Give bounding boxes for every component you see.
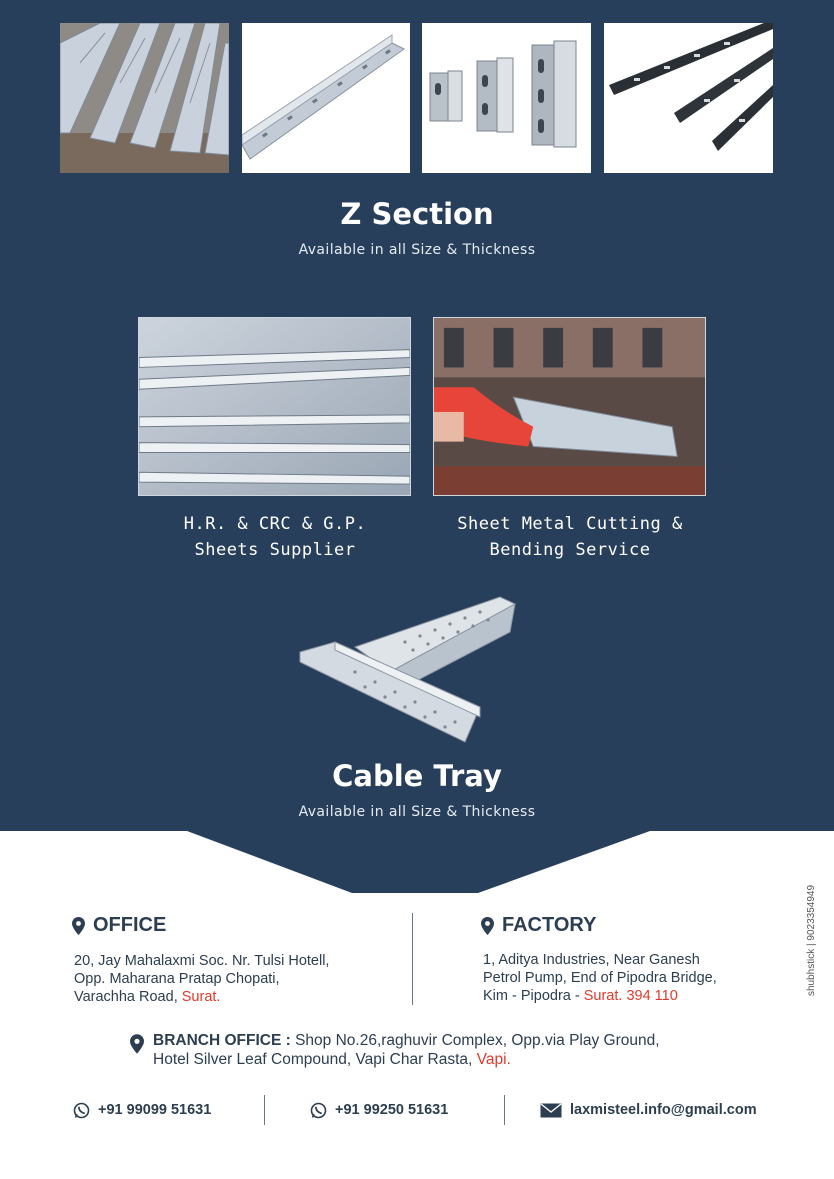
factory-city: Surat. 394 110 <box>583 988 678 1004</box>
phone-1-text[interactable]: +91 99099 51631 <box>98 1102 212 1118</box>
factory-address-line2: Petrol Pump, End of Pipodra Bridge, <box>483 970 717 986</box>
factory-title: FACTORY <box>502 914 597 936</box>
cable-tray-title: Cable Tray <box>332 759 502 793</box>
factory-heading <box>481 914 596 937</box>
cutting-caption <box>420 511 720 563</box>
branch-line1: Shop No.26,raghuvir Complex, Opp.via Play Ground, <box>295 1032 660 1049</box>
phone-2-text[interactable]: +91 99250 51631 <box>335 1102 449 1118</box>
factory-address-line1: 1, Aditya Industries, Near Ganesh <box>483 952 700 968</box>
designer-credit: shubhstick | 9023354949 <box>806 884 817 996</box>
branch-office <box>153 1031 793 1069</box>
branch-city: Vapi. <box>476 1051 511 1068</box>
divider <box>412 913 413 1005</box>
divider <box>504 1095 505 1125</box>
location-pin-icon <box>72 917 85 935</box>
location-pin-icon <box>481 917 494 935</box>
cutting-caption-line2: Bending Service <box>489 540 651 560</box>
location-pin-icon <box>130 1034 144 1054</box>
cutting-caption-line1: Sheet Metal Cutting & <box>457 514 683 534</box>
z-section-subtitle: Available in all Size & Thickness <box>298 242 536 258</box>
sheets-caption-line1: H.R. & CRC & G.P. <box>183 514 367 534</box>
z-section-single-photo <box>242 23 410 173</box>
office-address-line3: Varachha Road, <box>74 989 178 1005</box>
z-section-pieces-photo <box>422 23 591 173</box>
sheet-bending-photo <box>433 317 706 496</box>
cable-tray-subtitle: Available in all Size & Thickness <box>298 804 536 820</box>
z-section-title: Z Section <box>340 197 494 231</box>
email-contact[interactable] <box>540 1100 757 1120</box>
phone-contact-1[interactable] <box>73 1100 211 1120</box>
office-address-line2: Opp. Maharana Pratap Chopati, <box>74 971 280 987</box>
z-section-black-photo <box>604 23 773 173</box>
mail-icon <box>540 1103 562 1118</box>
office-city: Surat. <box>181 989 221 1005</box>
sheets-caption-line2: Sheets Supplier <box>194 540 356 560</box>
phone-contact-2[interactable] <box>310 1100 448 1120</box>
whatsapp-icon <box>310 1102 327 1119</box>
email-text[interactable]: laxmisteel.info@gmail.com <box>570 1102 757 1118</box>
steel-sheets-photo <box>138 317 411 496</box>
office-title: OFFICE <box>93 914 167 936</box>
divider <box>264 1095 265 1125</box>
office-address <box>74 952 329 1006</box>
z-section-stack-photo <box>60 23 229 173</box>
factory-address-line3: Kim - Pipodra - <box>483 988 580 1004</box>
factory-address <box>483 951 717 1005</box>
branch-label: BRANCH OFFICE : <box>153 1032 291 1049</box>
sheets-caption <box>140 511 410 563</box>
branch-line2: Hotel Silver Leaf Compound, Vapi Char Rasta, <box>153 1051 473 1068</box>
cable-tray-photo <box>295 592 520 750</box>
office-address-line1: 20, Jay Mahalaxmi Soc. Nr. Tulsi Hotell, <box>74 953 330 969</box>
whatsapp-icon <box>73 1102 90 1119</box>
office-heading <box>72 914 166 937</box>
